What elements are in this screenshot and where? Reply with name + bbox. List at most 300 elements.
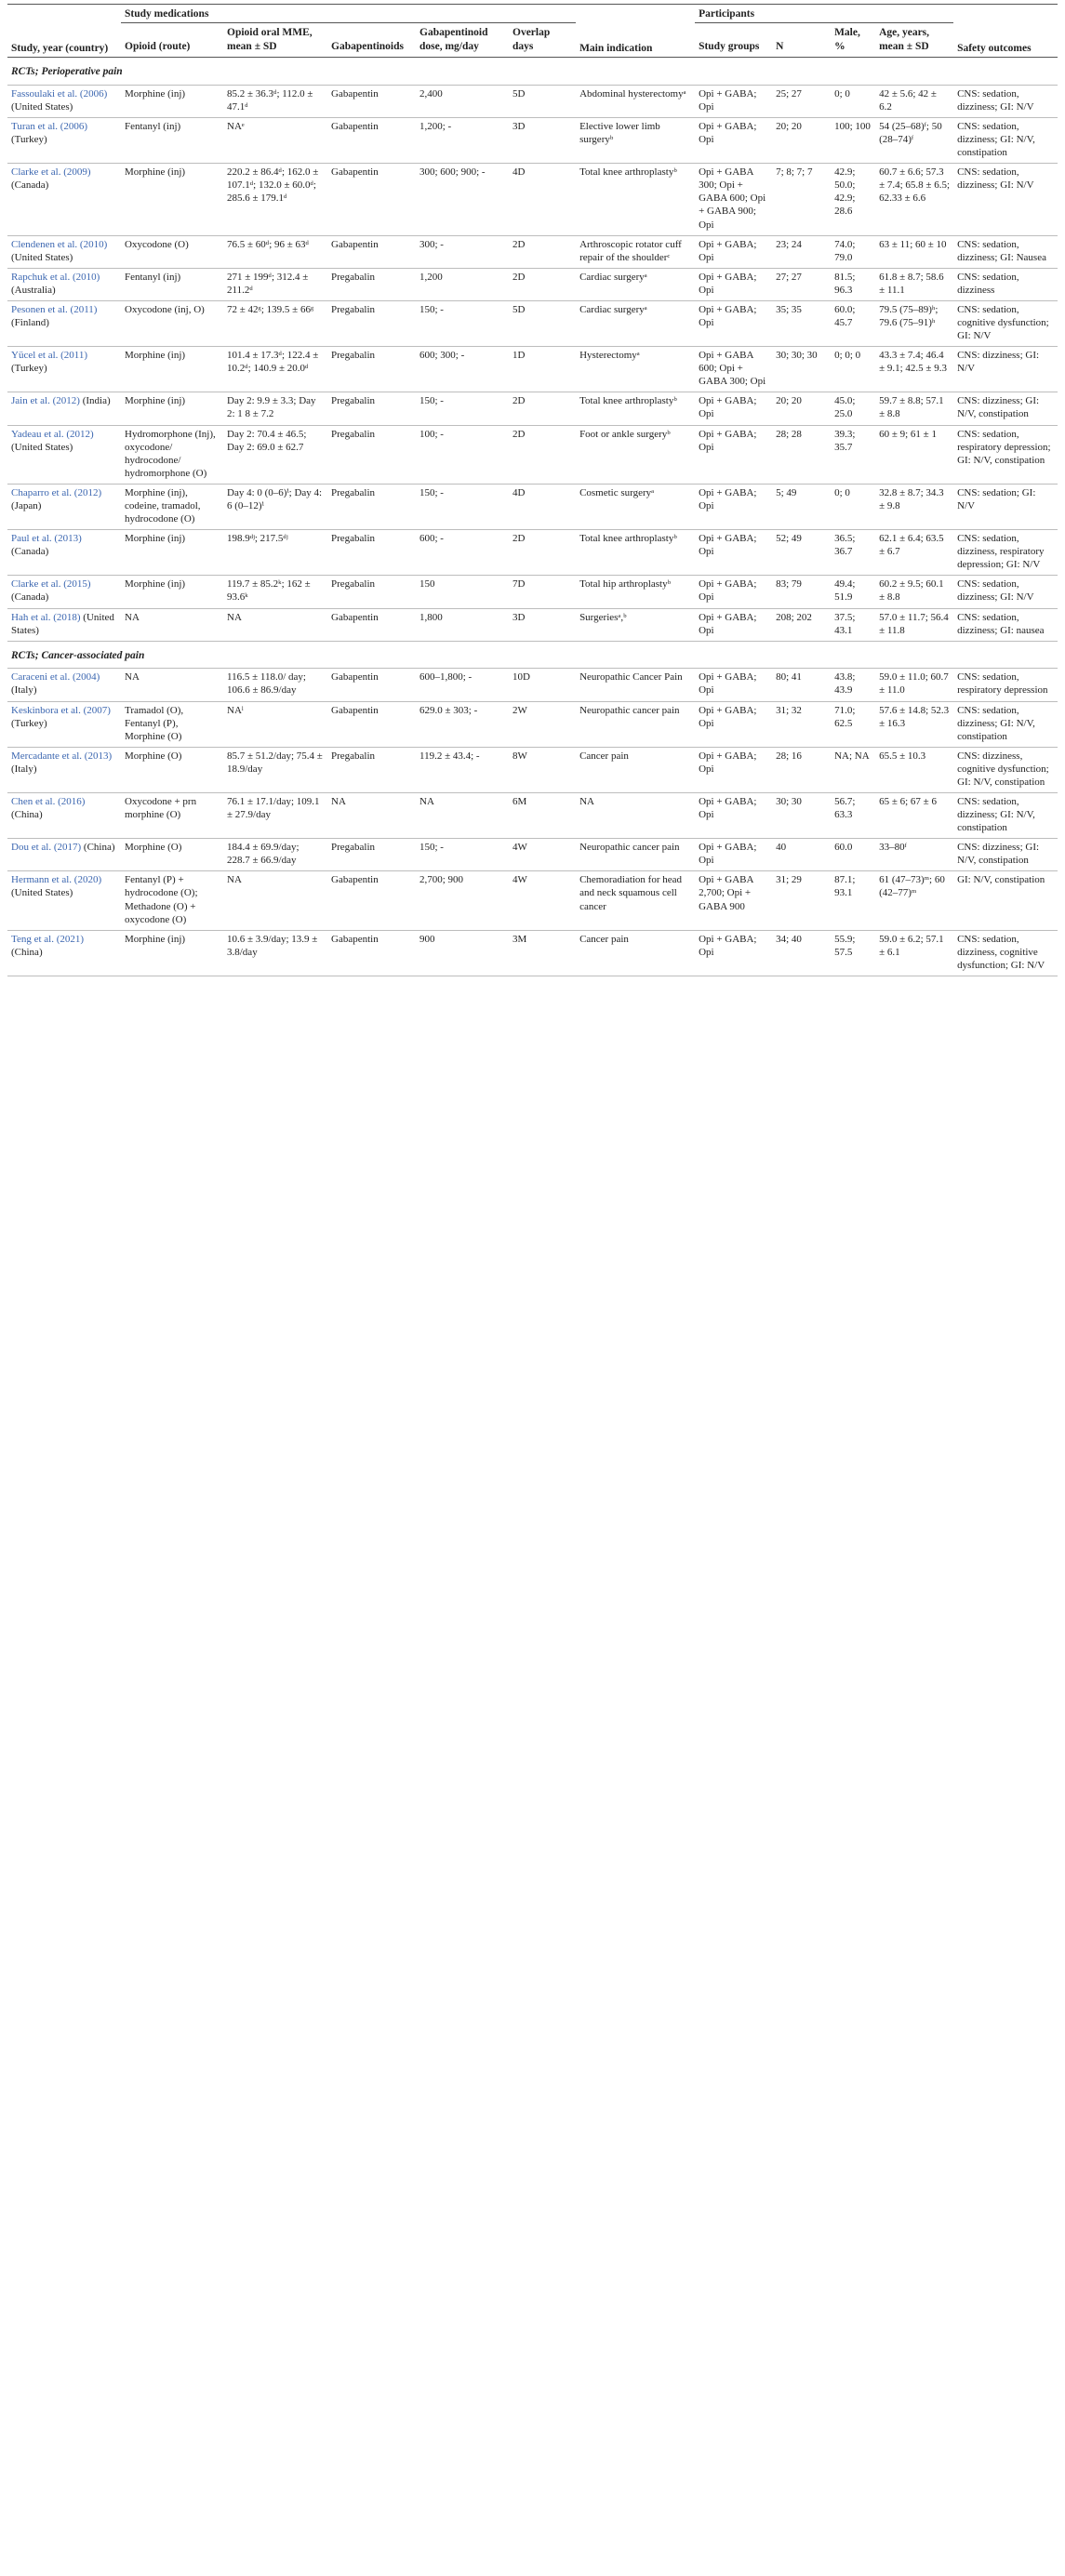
study-characteristics-table (7, 4, 1058, 976)
age-cell: 60 ± 9; 61 ± 1 (875, 425, 953, 484)
study-cell (7, 347, 121, 392)
table-row (7, 930, 1058, 976)
n-cell: 30; 30; 30 (772, 347, 831, 392)
age-cell: 59.0 ± 6.2; 57.1 ± 6.1 (875, 930, 953, 976)
opioid-cell: Tramadol (O), Fentanyl (P), Morphine (O) (121, 701, 223, 747)
opioid-cell: Morphine (inj) (121, 930, 223, 976)
study-country: (Canada) (11, 179, 49, 192)
study-country: (Turkey) (11, 134, 47, 146)
male-cell: 56.7; 63.3 (831, 793, 875, 839)
groups-cell: Opi + GABA; Opi (695, 793, 772, 839)
table-row (7, 268, 1058, 300)
study-link[interactable]: Hermann et al. (2020) (11, 874, 102, 886)
overlap-cell: 10D (509, 669, 576, 701)
table-row (7, 747, 1058, 792)
overlap-cell: 2D (509, 268, 576, 300)
header-opioid-mme: Opioid oral MME, mean ± SD (223, 23, 327, 58)
overlap-cell: 2W (509, 701, 576, 747)
n-cell: 83; 79 (772, 576, 831, 608)
age-cell: 42 ± 5.6; 42 ± 6.2 (875, 85, 953, 117)
table-row (7, 164, 1058, 235)
dose-cell: 600–1,800; - (416, 669, 509, 701)
header-safety-outcomes: Safety outcomes (953, 5, 1058, 58)
section-cancer (7, 641, 1058, 976)
overlap-cell: 1D (509, 347, 576, 392)
table-row (7, 608, 1058, 641)
study-link[interactable]: Hah et al. (2018) (11, 611, 81, 623)
opioid-cell: Morphine (inj) (121, 576, 223, 608)
overlap-cell: 8W (509, 747, 576, 792)
safety-cell: CNS: dizziness; GI: N/V (953, 347, 1058, 392)
study-cell (7, 164, 121, 235)
opioid-cell: Morphine (inj) (121, 392, 223, 425)
n-cell: 20; 20 (772, 392, 831, 425)
age-cell: 32.8 ± 8.7; 34.3 ± 9.8 (875, 484, 953, 529)
gabapentinoid-cell: Pregabalin (327, 747, 416, 792)
male-cell: 37.5; 43.1 (831, 608, 875, 641)
study-country: (Japan) (11, 499, 42, 511)
study-link[interactable]: Paul et al. (2013) (11, 533, 82, 545)
study-country: (Canada) (11, 591, 49, 604)
overlap-cell: 5D (509, 85, 576, 117)
opioid-cell: Morphine (O) (121, 839, 223, 871)
safety-cell: CNS: sedation, cognitive dysfunction; GI: N/V (953, 300, 1058, 346)
gabapentinoid-cell: Gabapentin (327, 701, 416, 747)
header-study-groups: Study groups (695, 23, 772, 58)
header-study-year-country: Study, year (country) (7, 5, 121, 58)
header-opioid-route: Opioid (route) (121, 23, 223, 58)
dose-cell: 629.0 ± 303; - (416, 701, 509, 747)
age-cell: 54 (25–68)ᶠ; 50 (28–74)ᶠ (875, 118, 953, 164)
mme-cell: NA (223, 871, 327, 930)
male-cell: 74.0; 79.0 (831, 235, 875, 268)
mme-cell: 10.6 ± 3.9/day; 13.9 ± 3.8/day (223, 930, 327, 976)
groups-cell: Opi + GABA; Opi (695, 930, 772, 976)
opioid-cell: Morphine (inj) (121, 85, 223, 117)
safety-cell: CNS: sedation, dizziness; GI: N/V (953, 576, 1058, 608)
dose-cell: 900 (416, 930, 509, 976)
mme-cell: 271 ± 199ᵈ; 312.4 ± 211.2ᵈ (223, 268, 327, 300)
header-study-medications: Study medications (121, 5, 576, 23)
header-age: Age, years, mean ± SD (875, 23, 953, 58)
study-link[interactable]: Yücel et al. (2011) (11, 350, 88, 362)
opioid-cell: Oxycodone (inj, O) (121, 300, 223, 346)
gabapentinoid-cell: Pregabalin (327, 839, 416, 871)
study-country: (Finland) (11, 317, 49, 329)
opioid-cell: Morphine (inj), codeine, tramadol, hydrocodone (O) (121, 484, 223, 529)
study-link[interactable]: Keskinbora et al. (2007) (11, 704, 111, 716)
page (0, 0, 1065, 976)
gabapentinoid-cell: Gabapentin (327, 669, 416, 701)
n-cell: 7; 8; 7; 7 (772, 164, 831, 235)
n-cell: 28; 16 (772, 747, 831, 792)
study-link[interactable]: Jain et al. (2012) (11, 395, 80, 407)
indication-cell: Total hip arthroplastyᵇ (576, 576, 695, 608)
study-cell (7, 747, 121, 792)
gabapentinoid-cell: Pregabalin (327, 347, 416, 392)
dose-cell: 300; - (416, 235, 509, 268)
study-link[interactable]: Pesonen et al. (2011) (11, 303, 98, 315)
indication-cell: Surgeriesᵃ,ᵇ (576, 608, 695, 641)
mme-cell: 76.5 ± 60ᵈ; 96 ± 63ᵈ (223, 235, 327, 268)
study-cell (7, 701, 121, 747)
mme-cell: 72 ± 42ᵍ; 139.5 ± 66ᵍ (223, 300, 327, 346)
age-cell: 65 ± 6; 67 ± 6 (875, 793, 953, 839)
table-row (7, 347, 1058, 392)
male-cell: 39.3; 35.7 (831, 425, 875, 484)
gabapentinoid-cell: Gabapentin (327, 118, 416, 164)
age-cell: 57.0 ± 11.7; 56.4 ± 11.8 (875, 608, 953, 641)
age-cell: 79.5 (75–89)ʰ; 79.6 (75–91)ʰ (875, 300, 953, 346)
study-cell (7, 484, 121, 529)
indication-cell: Hysterectomyᵃ (576, 347, 695, 392)
male-cell: 60.0 (831, 839, 875, 871)
n-cell: 27; 27 (772, 268, 831, 300)
study-link[interactable]: Teng et al. (2021) (11, 933, 85, 945)
study-country: (Italy) (11, 763, 37, 775)
dose-cell: 600; 300; - (416, 347, 509, 392)
n-cell: 34; 40 (772, 930, 831, 976)
study-cell (7, 268, 121, 300)
opioid-cell: Morphine (inj) (121, 530, 223, 576)
indication-cell: Cancer pain (576, 930, 695, 976)
gabapentinoid-cell: Gabapentin (327, 871, 416, 930)
age-cell: 65.5 ± 10.3 (875, 747, 953, 792)
study-cell (7, 85, 121, 117)
table-row (7, 871, 1058, 930)
study-link[interactable]: Mercadante et al. (2013) (11, 750, 113, 762)
table-row (7, 235, 1058, 268)
study-cell (7, 839, 121, 871)
indication-cell: Cancer pain (576, 747, 695, 792)
n-cell: 28; 28 (772, 425, 831, 484)
gabapentinoid-cell: Pregabalin (327, 268, 416, 300)
overlap-cell: 2D (509, 425, 576, 484)
overlap-cell: 4W (509, 839, 576, 871)
mme-cell: 101.4 ± 17.3ᵈ; 122.4 ± 10.2ᵈ; 140.9 ± 20.0ᵈ (223, 347, 327, 392)
groups-cell: Opi + GABA; Opi (695, 669, 772, 701)
overlap-cell: 2D (509, 392, 576, 425)
table-row (7, 392, 1058, 425)
indication-cell: Chemoradiation for head and neck squamous cell cancer (576, 871, 695, 930)
indication-cell: Foot or ankle surgeryᵇ (576, 425, 695, 484)
n-cell: 35; 35 (772, 300, 831, 346)
groups-cell: Opi + GABA; Opi (695, 747, 772, 792)
table-row (7, 484, 1058, 529)
table-header-column-row (7, 23, 1058, 58)
overlap-cell: 2D (509, 530, 576, 576)
male-cell: 45.0; 25.0 (831, 392, 875, 425)
study-cell (7, 530, 121, 576)
n-cell: 5; 49 (772, 484, 831, 529)
groups-cell: Opi + GABA; Opi (695, 484, 772, 529)
overlap-cell: 3D (509, 608, 576, 641)
study-cell (7, 300, 121, 346)
age-cell: 43.3 ± 7.4; 46.4 ± 9.1; 42.5 ± 9.3 (875, 347, 953, 392)
male-cell: 0; 0 (831, 484, 875, 529)
study-cell (7, 118, 121, 164)
indication-cell: Neuropathic cancer pain (576, 839, 695, 871)
gabapentinoid-cell: Pregabalin (327, 425, 416, 484)
dose-cell: 150 (416, 576, 509, 608)
dose-cell: 600; - (416, 530, 509, 576)
study-link[interactable]: Turan et al. (2006) (11, 121, 88, 132)
safety-cell: CNS: sedation; GI: N/V (953, 484, 1058, 529)
header-n: N (772, 23, 831, 58)
study-cell (7, 930, 121, 976)
study-country: (China) (11, 809, 43, 821)
indication-cell: Abdominal hysterectomyᵃ (576, 85, 695, 117)
dose-cell: 150; - (416, 839, 509, 871)
dose-cell: 150; - (416, 392, 509, 425)
opioid-cell: Fentanyl (P) + hydrocodone (O); Methadone (O) + oxycodone (O) (121, 871, 223, 930)
study-cell (7, 669, 121, 701)
age-cell: 57.6 ± 14.8; 52.3 ± 16.3 (875, 701, 953, 747)
gabapentinoid-cell: Pregabalin (327, 300, 416, 346)
section-title: RCTs; Cancer-associated pain (7, 641, 1058, 669)
age-cell: 61 (47–73)ᵐ; 60 (42–77)ᵐ (875, 871, 953, 930)
male-cell: 71.0; 62.5 (831, 701, 875, 747)
opioid-cell: Morphine (O) (121, 747, 223, 792)
mme-cell: Day 4: 0 (0–6)ⁱ; Day 4: 6 (0–12)ⁱ (223, 484, 327, 529)
safety-cell: GI: N/V, constipation (953, 871, 1058, 930)
gabapentinoid-cell: NA (327, 793, 416, 839)
overlap-cell: 5D (509, 300, 576, 346)
table-row (7, 839, 1058, 871)
table-row (7, 118, 1058, 164)
opioid-cell: Oxycodone (O) (121, 235, 223, 268)
table-row (7, 530, 1058, 576)
study-country: (United States) (11, 887, 73, 899)
safety-cell: CNS: sedation, dizziness, cognitive dysfunction; GI: N/V (953, 930, 1058, 976)
study-link[interactable]: Fassoulaki et al. (2006) (11, 87, 108, 100)
male-cell: 0; 0; 0 (831, 347, 875, 392)
study-link[interactable]: Clarke et al. (2015) (11, 578, 91, 591)
overlap-cell: 3M (509, 930, 576, 976)
gabapentinoid-cell: Pregabalin (327, 576, 416, 608)
table-row (7, 85, 1058, 117)
overlap-cell: 6M (509, 793, 576, 839)
study-country: (Canada) (11, 546, 49, 558)
mme-cell: 85.7 ± 51.2/day; 75.4 ± 18.9/day (223, 747, 327, 792)
groups-cell: Opi + GABA; Opi (695, 425, 772, 484)
male-cell: 36.5; 36.7 (831, 530, 875, 576)
gabapentinoid-cell: Gabapentin (327, 608, 416, 641)
table-row (7, 300, 1058, 346)
indication-cell: Cardiac surgeryᵃ (576, 268, 695, 300)
n-cell: 40 (772, 839, 831, 871)
overlap-cell: 3D (509, 118, 576, 164)
age-cell: 62.1 ± 6.4; 63.5 ± 6.7 (875, 530, 953, 576)
groups-cell: Opi + GABA; Opi (695, 839, 772, 871)
study-link[interactable]: Rapchuk et al. (2010) (11, 271, 100, 283)
table-row (7, 425, 1058, 484)
n-cell: 208; 202 (772, 608, 831, 641)
male-cell: 81.5; 96.3 (831, 268, 875, 300)
study-cell (7, 392, 121, 425)
section-perioperative (7, 58, 1058, 642)
section-title: RCTs; Perioperative pain (7, 58, 1058, 86)
male-cell: 43.8; 43.9 (831, 669, 875, 701)
header-main-indication: Main indication (576, 5, 695, 58)
n-cell: 31; 29 (772, 871, 831, 930)
opioid-cell: Fentanyl (inj) (121, 118, 223, 164)
safety-cell: CNS: sedation, respiratory depression (953, 669, 1058, 701)
age-cell: 61.8 ± 8.7; 58.6 ± 11.1 (875, 268, 953, 300)
dose-cell: 150; - (416, 484, 509, 529)
study-cell (7, 425, 121, 484)
study-country: (Turkey) (11, 363, 47, 375)
safety-cell: CNS: sedation, dizziness; GI: nausea (953, 608, 1058, 641)
study-link[interactable]: Caraceni et al. (2004) (11, 671, 100, 684)
overlap-cell: 2D (509, 235, 576, 268)
groups-cell: Opi + GABA 300; Opi + GABA 600; Opi + GABA 900; Opi (695, 164, 772, 235)
overlap-cell: 7D (509, 576, 576, 608)
indication-cell: Arthroscopic rotator cuff repair of the shoulderᶜ (576, 235, 695, 268)
dose-cell: 2,400 (416, 85, 509, 117)
header-gabapentinoids: Gabapentinoids (327, 23, 416, 58)
n-cell: 31; 32 (772, 701, 831, 747)
opioid-cell: NA (121, 608, 223, 641)
study-country: (United States) (11, 441, 73, 453)
dose-cell: NA (416, 793, 509, 839)
gabapentinoid-cell: Gabapentin (327, 164, 416, 235)
indication-cell: Elective lower limb surgeryᵇ (576, 118, 695, 164)
groups-cell: Opi + GABA; Opi (695, 576, 772, 608)
dose-cell: 300; 600; 900; - (416, 164, 509, 235)
safety-cell: CNS: sedation, dizziness; GI: N/V (953, 85, 1058, 117)
safety-cell: CNS: sedation, dizziness, respiratory depression; GI: N/V (953, 530, 1058, 576)
dose-cell: 150; - (416, 300, 509, 346)
male-cell: 87.1; 93.1 (831, 871, 875, 930)
opioid-cell: NA (121, 669, 223, 701)
mme-cell: Day 2: 70.4 ± 46.5; Day 2: 69.0 ± 62.7 (223, 425, 327, 484)
groups-cell: Opi + GABA; Opi (695, 118, 772, 164)
mme-cell: 85.2 ± 36.3ᵈ; 112.0 ± 47.1ᵈ (223, 85, 327, 117)
study-country: (China) (11, 946, 43, 958)
study-country: (China) (83, 842, 115, 854)
indication-cell: Total knee arthroplastyᵇ (576, 392, 695, 425)
gabapentinoid-cell: Pregabalin (327, 392, 416, 425)
mme-cell: NA (223, 608, 327, 641)
opioid-cell: Fentanyl (inj) (121, 268, 223, 300)
mme-cell: NAᵉ (223, 118, 327, 164)
overlap-cell: 4D (509, 164, 576, 235)
table-header-group-row (7, 5, 1058, 23)
study-link[interactable]: Chaparro et al. (2012) (11, 486, 102, 498)
mme-cell: 184.4 ± 69.9/day; 228.7 ± 66.9/day (223, 839, 327, 871)
male-cell: 55.9; 57.5 (831, 930, 875, 976)
male-cell: 49.4; 51.9 (831, 576, 875, 608)
table-row (7, 669, 1058, 701)
table-row (7, 793, 1058, 839)
age-cell: 59.7 ± 8.8; 57.1 ± 8.8 (875, 392, 953, 425)
groups-cell: Opi + GABA; Opi (695, 85, 772, 117)
groups-cell: Opi + GABA; Opi (695, 235, 772, 268)
study-link[interactable]: Chen et al. (2016) (11, 796, 86, 807)
safety-cell: CNS: sedation, dizziness; GI: N/V, constipation (953, 793, 1058, 839)
safety-cell: CNS: sedation, dizziness (953, 268, 1058, 300)
opioid-cell: Morphine (inj) (121, 164, 223, 235)
gabapentinoid-cell: Gabapentin (327, 235, 416, 268)
header-participants: Participants (695, 5, 953, 23)
safety-cell: CNS: dizziness; GI: N/V, constipation (953, 392, 1058, 425)
groups-cell: Opi + GABA 2,700; Opi + GABA 900 (695, 871, 772, 930)
study-link[interactable]: Yadeau et al. (2012) (11, 428, 94, 440)
age-cell: 33–80ᶠ (875, 839, 953, 871)
safety-cell: CNS: sedation, dizziness; GI: Nausea (953, 235, 1058, 268)
study-country: (United States) (11, 251, 73, 263)
indication-cell: Neuropathic cancer pain (576, 701, 695, 747)
dose-cell: 2,700; 900 (416, 871, 509, 930)
age-cell: 59.0 ± 11.0; 60.7 ± 11.0 (875, 669, 953, 701)
safety-cell: CNS: sedation, dizziness; GI: N/V, constipation (953, 118, 1058, 164)
groups-cell: Opi + GABA; Opi (695, 608, 772, 641)
study-cell (7, 576, 121, 608)
indication-cell: Total knee arthroplastyᵇ (576, 164, 695, 235)
groups-cell: Opi + GABA 600; Opi + GABA 300; Opi (695, 347, 772, 392)
male-cell: 0; 0 (831, 85, 875, 117)
groups-cell: Opi + GABA; Opi (695, 268, 772, 300)
study-country: (Italy) (11, 684, 37, 697)
study-cell (7, 793, 121, 839)
gabapentinoid-cell: Gabapentin (327, 85, 416, 117)
gabapentinoid-cell: Pregabalin (327, 530, 416, 576)
male-cell: NA; NA (831, 747, 875, 792)
opioid-cell: Morphine (inj) (121, 347, 223, 392)
groups-cell: Opi + GABA; Opi (695, 392, 772, 425)
study-link[interactable]: Clarke et al. (2009) (11, 166, 91, 179)
study-cell (7, 871, 121, 930)
gabapentinoid-cell: Pregabalin (327, 484, 416, 529)
table-row (7, 701, 1058, 747)
study-link[interactable]: Clendenen et al. (2010) (11, 238, 108, 250)
indication-cell: Cosmetic surgeryᵃ (576, 484, 695, 529)
study-country: (India) (82, 395, 111, 407)
mme-cell: 76.1 ± 17.1/day; 109.1 ± 27.9/day (223, 793, 327, 839)
table-row (7, 576, 1058, 608)
study-link[interactable]: Dou et al. (2017) (11, 842, 82, 854)
overlap-cell: 4D (509, 484, 576, 529)
age-cell: 60.7 ± 6.6; 57.3 ± 7.4; 65.8 ± 6.5; 62.33 ± 6.6 (875, 164, 953, 235)
groups-cell: Opi + GABA; Opi (695, 300, 772, 346)
mme-cell: 116.5 ± 118.0/ day; 106.6 ± 86.9/day (223, 669, 327, 701)
opioid-cell: Hydromorphone (Inj), oxycodone/ hydrocodone/ hydromorphone (O) (121, 425, 223, 484)
header-overlap-days: Overlap days (509, 23, 576, 58)
study-cell (7, 608, 121, 641)
mme-cell: 220.2 ± 86.4ᵈ; 162.0 ± 107.1ᵈ; 132.0 ± 60.0ᵈ; 285.6 ± 179.1ᵈ (223, 164, 327, 235)
dose-cell: 1,200 (416, 268, 509, 300)
n-cell: 23; 24 (772, 235, 831, 268)
safety-cell: CNS: sedation, respiratory depression; GI: N/V, constipation (953, 425, 1058, 484)
header-gabapentinoid-dose: Gabapentinoid dose, mg/day (416, 23, 509, 58)
age-cell: 60.2 ± 9.5; 60.1 ± 8.8 (875, 576, 953, 608)
indication-cell: NA (576, 793, 695, 839)
study-country: (United States) (11, 100, 73, 113)
age-cell: 63 ± 11; 60 ± 10 (875, 235, 953, 268)
indication-cell: Cardiac surgeryᵃ (576, 300, 695, 346)
safety-cell: CNS: dizziness, cognitive dysfunction; GI: N/V, constipation (953, 747, 1058, 792)
groups-cell: Opi + GABA; Opi (695, 530, 772, 576)
n-cell: 30; 30 (772, 793, 831, 839)
dose-cell: 1,200; - (416, 118, 509, 164)
dose-cell: 100; - (416, 425, 509, 484)
study-country: (Australia) (11, 284, 56, 296)
safety-cell: CNS: sedation, dizziness; GI: N/V, constipation (953, 701, 1058, 747)
study-country: (Turkey) (11, 717, 47, 729)
safety-cell: CNS: sedation, dizziness; GI: N/V (953, 164, 1058, 235)
study-cell (7, 235, 121, 268)
